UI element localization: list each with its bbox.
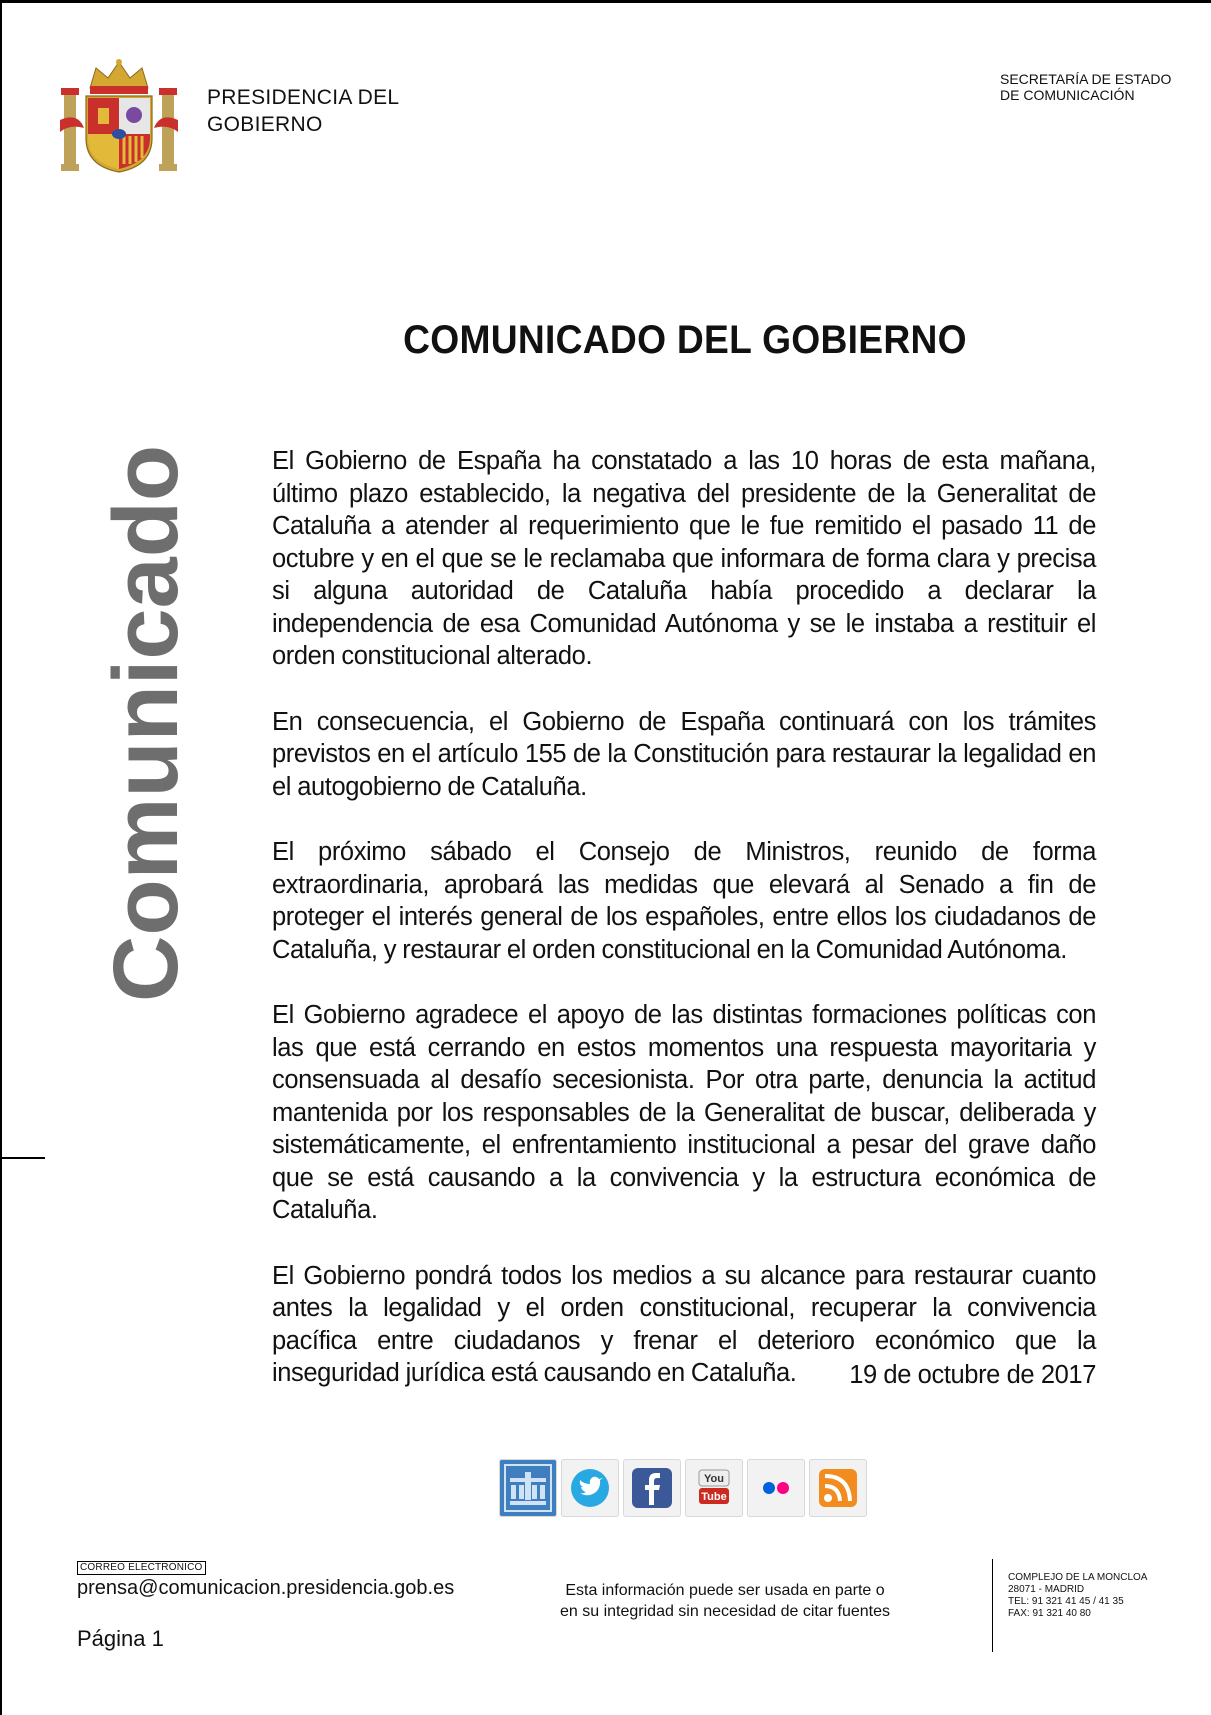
usage-note: Esta información puede ser usada en parte o en su integridad sin necesidad de citar fuentes xyxy=(560,1582,890,1620)
paragraph: El Gobierno pondrá todos los medios a su alcance para restaurar cuanto antes la legalidad y el orden constitucional, recuperar la convivencia pacífica entre ciudadanos y frenar el deterioro económico que la inseguridad jurídica está causando en Cataluña. xyxy=(272,1261,1096,1387)
vertical-watermark: Comunicado xyxy=(95,444,197,1002)
department-name: SECRETARÍA DE ESTADO DE COMUNICACIÓN xyxy=(1000,71,1172,103)
paragraph: En consecuencia, el Gobierno de España continuará con los trámites previstos en el artículo 155 de la Constitución para restaurar la legalidad en el autogobierno de Cataluña. xyxy=(272,707,1096,801)
youtube-icon-label: You xyxy=(704,1473,724,1485)
contact-email[interactable]: prensa@comunicacion.presidencia.gob.es xyxy=(77,1577,455,1599)
page-border-left xyxy=(0,0,2,1715)
document-date: 19 de octubre de 2017 xyxy=(849,1361,1096,1389)
flickr-icon[interactable] xyxy=(747,1459,805,1517)
paragraph: El Gobierno de España ha constatado a las 10 horas de esta mañana, último plazo establecido, la negativa del presidente de la Generalitat de Cataluña a atender al requerimiento que le fue remitido el pasado 11 de octubre y en el que se le reclamaba que informara de forma clara y precisa si alguna autoridad de Cataluña había procedido a declarar la independencia de esa Comunidad Autónoma y se le instaba a restituir el orden constitucional alterado. xyxy=(272,447,1096,670)
youtube-icon-label: Tube xyxy=(701,1491,727,1503)
footer-divider xyxy=(992,1559,993,1652)
coat-of-arms-icon xyxy=(58,58,180,176)
facebook-icon[interactable] xyxy=(623,1459,681,1517)
postal-address: COMPLEJO DE LA MONCLOA 28071 - MADRID TEL: 91 321 41 45 / 41 35 FAX: 91 321 40 80 xyxy=(1008,1572,1148,1619)
org-name: PRESIDENCIA DEL GOBIERNO xyxy=(207,86,400,136)
youtube-icon[interactable] xyxy=(685,1459,743,1517)
rss-icon[interactable] xyxy=(809,1459,867,1517)
email-label: CORREO ELECTRÓNICO xyxy=(77,1561,206,1575)
margin-tick xyxy=(0,1157,45,1159)
paragraph: El próximo sábado el Consejo de Ministros, reunido de forma extraordinaria, aprobará las medidas que elevará al Senado a fin de proteger el interés general de los españoles, entre ellos los ciudadanos de Cataluña, y restaurar el orden constitucional en la Comunidad Autónoma. xyxy=(272,838,1096,964)
body-text xyxy=(272,445,1096,1423)
moncloa-icon[interactable] xyxy=(499,1459,557,1517)
paragraph: El Gobierno agradece el apoyo de las distintas formaciones políticas con las que está cerrando en estos momentos una respuesta mayoritaria y consensuada al desafío secesionista. Por otra parte, denuncia la actitud mantenida por los responsables de la Generalitat de buscar, deliberada y sistemáticamente, el enfrentamiento institucional a pesar del grave daño que se está causando a la convivencia y la estructura económica de Cataluña. xyxy=(272,1001,1096,1224)
page-number: Página 1 xyxy=(77,1626,164,1651)
social-links xyxy=(499,1459,867,1519)
page-border-top xyxy=(0,0,1211,3)
document-title: COMUNICADO DEL GOBIERNO xyxy=(403,318,967,362)
twitter-icon[interactable] xyxy=(561,1459,619,1517)
